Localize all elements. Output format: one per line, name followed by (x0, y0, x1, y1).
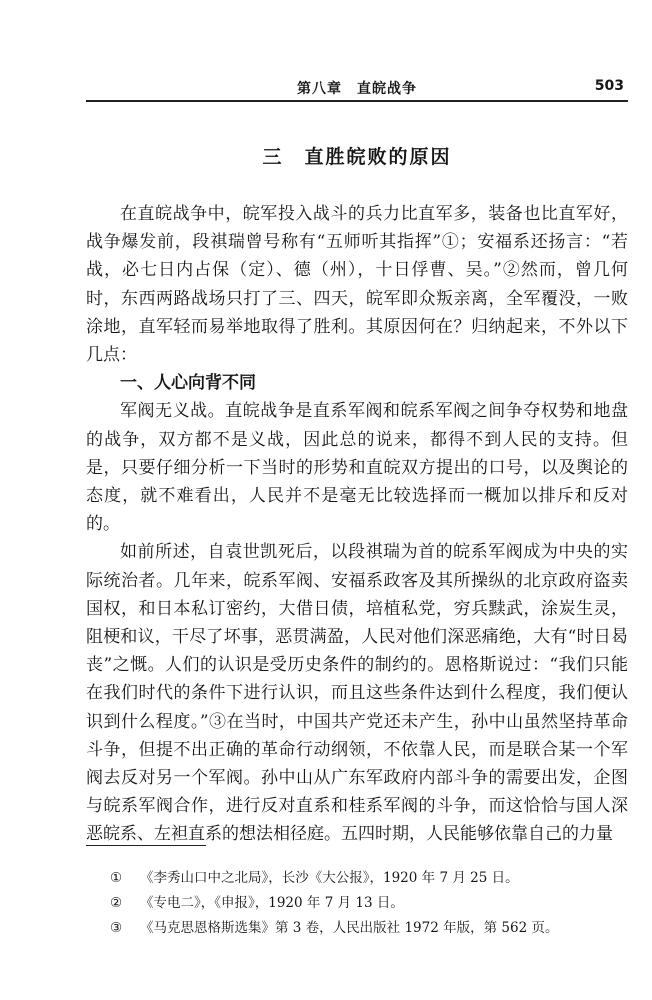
footnote-text: 《李秀山口中之北局》，长沙《大公报》，1920 年 7 月 25 日。 (140, 870, 519, 886)
footnotes (110, 866, 628, 941)
footnote-mark: ① (110, 870, 123, 886)
page-number: 503 (594, 78, 624, 94)
footnote (110, 916, 628, 941)
paragraph: 在直皖战争中，皖军投入战斗的兵力比直军多，装备也比直军好，战争爆发前，段祺瑞曾号称有“五师听其指挥”①；安福系还扬言：“若战，必七日内占保（定）、德（州），十日俘曹、吴。”②然而，曾几何时，东西两路战场只打了三、四天，皖军即众叛亲离，全军覆没，一败涂地，直军轻而易举地取得了胜利。其原因何在？归纳起来，不外以下几点： (86, 204, 628, 366)
footnote-mark: ③ (110, 920, 123, 936)
paragraph: 如前所述，自袁世凯死后，以段祺瑞为首的皖系军阀成为中央的实际统治者。几年来，皖系军阀、安福系政客及其所操纵的北京政府盗卖国权，和日本私订密约，大借日债，培植私党，穷兵黩武，涂炭生灵，阻梗和议，干尽了坏事，恶贯满盈，人民对他们深恶痛绝，大有“时日曷丧”之慨。人们的认识是受历史条件的制约的。恩格斯说过：“我们只能在我们时代的条件下进行认识，而且这些条件达到什么程度，我们便认识到什么程度。”③在当时，中国共产党还未产生，孙中山虽然坚持革命斗争，但提不出正确的革命行动纲领，不依靠人民，而是联合某一个军阀去反对另一个军阀。孙中山从广东军政府内部斗争的需要出发，企图与皖系军阀合作，进行反对直系和桂系军阀的斗争，而这恰恰与国人深恶皖系、左袒直系的想法相径庭。五四时期，人民能够依靠自己的力量 (86, 542, 628, 845)
header-rule (86, 100, 628, 102)
footnote-text: 《专电二》，《申报》，1920 年 7 月 13 日。 (140, 895, 404, 911)
paragraph: 军阀无义战。直皖战争是直系军阀和皖系军阀之间争夺权势和地盘的战争，双方都不是义战，因此总的说来，都得不到人民的支持。但是，只要仔细分析一下当时的形势和直皖双方提出的口号，以及舆论的态度，就不难看出，人民并不是毫无比较选择而一概加以排斥和反对的。 (86, 401, 628, 535)
footnote-rule (86, 845, 206, 846)
running-header (86, 78, 628, 100)
footnote-mark: ② (110, 895, 123, 911)
chapter-title: 第八章 直皖战争 (297, 81, 417, 97)
subheading: 一、人心向背不同 (120, 373, 256, 394)
section-title: 三 直胜皖败的原因 (262, 146, 452, 168)
body-text (86, 200, 628, 849)
footnote (110, 866, 628, 891)
footnote-text: 《马克思恩格斯选集》第 3 卷，人民出版社 1972 年版，第 562 页。 (140, 920, 559, 936)
footnote (110, 891, 628, 916)
